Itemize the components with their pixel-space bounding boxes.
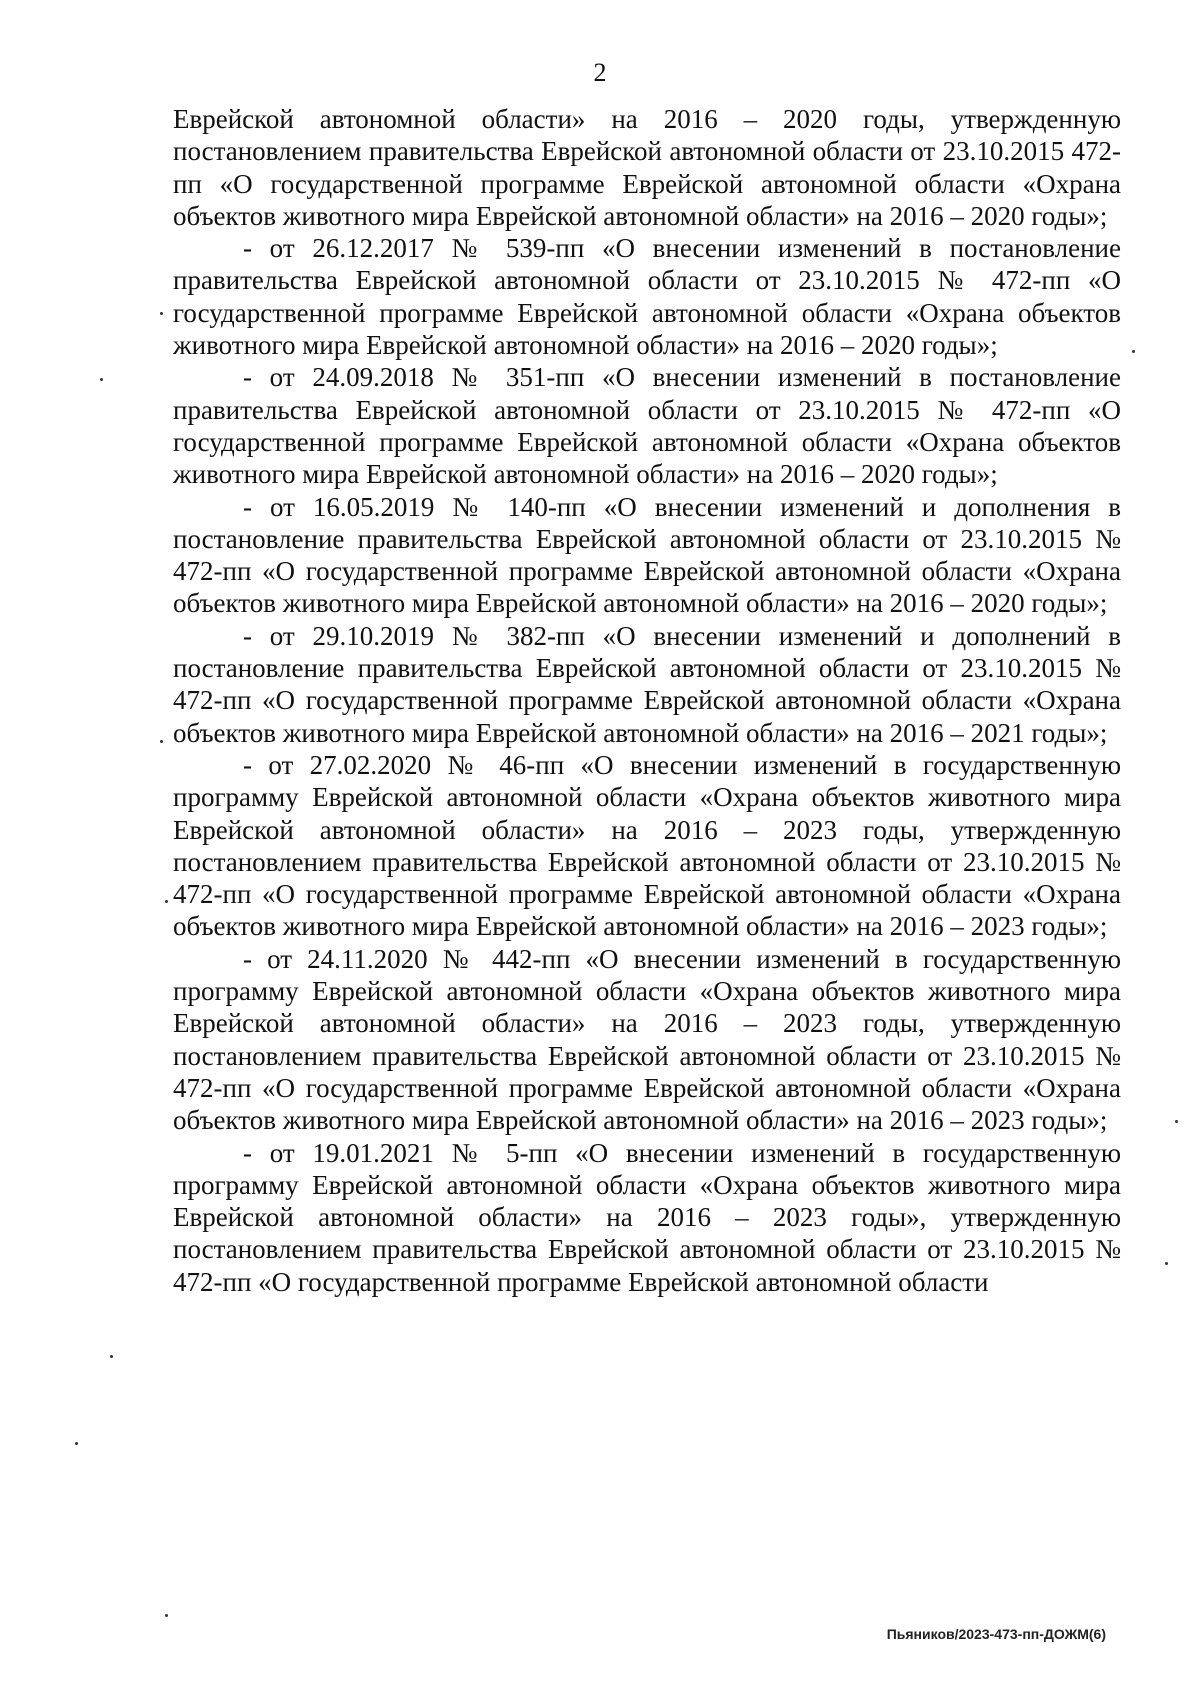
list-item-resolution-46: - от 27.02.2020 № 46-пп «О внесении изменений в государственную программу Еврейской автономной области «Охрана объектов животного мира Еврейской автономной области» на 2016 – 2023 годы, утвержденную постановлением правительства Еврейской автономной области от 23.10.2015 № 472-пп «О государственной программе Еврейской автономной области «Охрана объектов животного мира Еврейской автономной области» на 2016 – 2023 годы»; [173, 749, 1121, 942]
scan-speck [1165, 1262, 1168, 1265]
scan-speck [160, 312, 163, 315]
list-item-resolution-351: - от 24.09.2018 № 351-пп «О внесении изменений в постановление правительства Еврейской автономной области от 23.10.2015 № 472-пп «О государственной программе Еврейской автономной области «Охрана объектов животного мира Еврейской автономной области» на 2016 – 2020 годы»; [173, 362, 1121, 490]
scan-speck [165, 900, 168, 903]
list-item-resolution-382: - от 29.10.2019 № 382-пп «О внесении изменений и дополнений в постановление правительства Еврейской автономной области от 23.10.2015 № 472-пп «О государственной программе Еврейской автономной области «Охрана объектов животного мира Еврейской автономной области» на 2016 – 2021 годы»; [173, 620, 1121, 748]
document-footer-code: Пьяников/2023-473-пп-ДОЖМ(6) [886, 1626, 1106, 1642]
list-item-resolution-5: - от 19.01.2021 № 5-пп «О внесении изменений в государственную программу Еврейской автономной области «Охрана объектов животного мира Еврейской автономной области» на 2016 – 2023 годы», утвержденную постановлением правительства Еврейской автономной области от 23.10.2015 № 472-пп «О государственной программе Еврейской автономной области [173, 1137, 1121, 1297]
list-item-resolution-442: - от 24.11.2020 № 442-пп «О внесении изменений в государственную программу Еврейской автономной области «Охрана объектов животного мира Еврейской автономной области» на 2016 – 2023 годы, утвержденную постановлением правительства Еврейской автономной области от 23.10.2015 № 472-пп «О государственной программе Еврейской автономной области «Охрана объектов животного мира Еврейской автономной области» на 2016 – 2023 годы»; [173, 943, 1121, 1136]
document-body [173, 103, 1121, 1298]
scan-speck [110, 1355, 113, 1358]
paragraph-continuation: Еврейской автономной области» на 2016 – 2020 годы, утвержденную постановлением правительства Еврейской автономной области от 23.10.2015 472-пп «О государственной программе Еврейской автономной области «Охрана объектов животного мира Еврейской автономной области» на 2016 – 2020 годы»; [173, 104, 1121, 231]
scan-speck [100, 378, 103, 381]
list-item-resolution-539: - от 26.12.2017 № 539-пп «О внесении изменений в постановление правительства Еврейской автономной области от 23.10.2015 № 472-пп «О государственной программе Еврейской автономной области «Охрана объектов животного мира Еврейской автономной области» на 2016 – 2020 годы»; [173, 233, 1121, 361]
scan-speck [160, 740, 163, 743]
scan-speck [1175, 1120, 1178, 1123]
scan-speck [1132, 350, 1135, 353]
scan-speck [75, 1442, 78, 1445]
scan-speck [165, 1614, 168, 1617]
list-item-resolution-140: - от 16.05.2019 № 140-пп «О внесении изменений и дополнения в постановление правительства Еврейской автономной области от 23.10.2015 № 472-пп «О государственной программе Еврейской автономной области «Охрана объектов животного мира Еврейской автономной области» на 2016 – 2020 годы»; [173, 491, 1121, 619]
page-number: 2 [593, 58, 607, 87]
